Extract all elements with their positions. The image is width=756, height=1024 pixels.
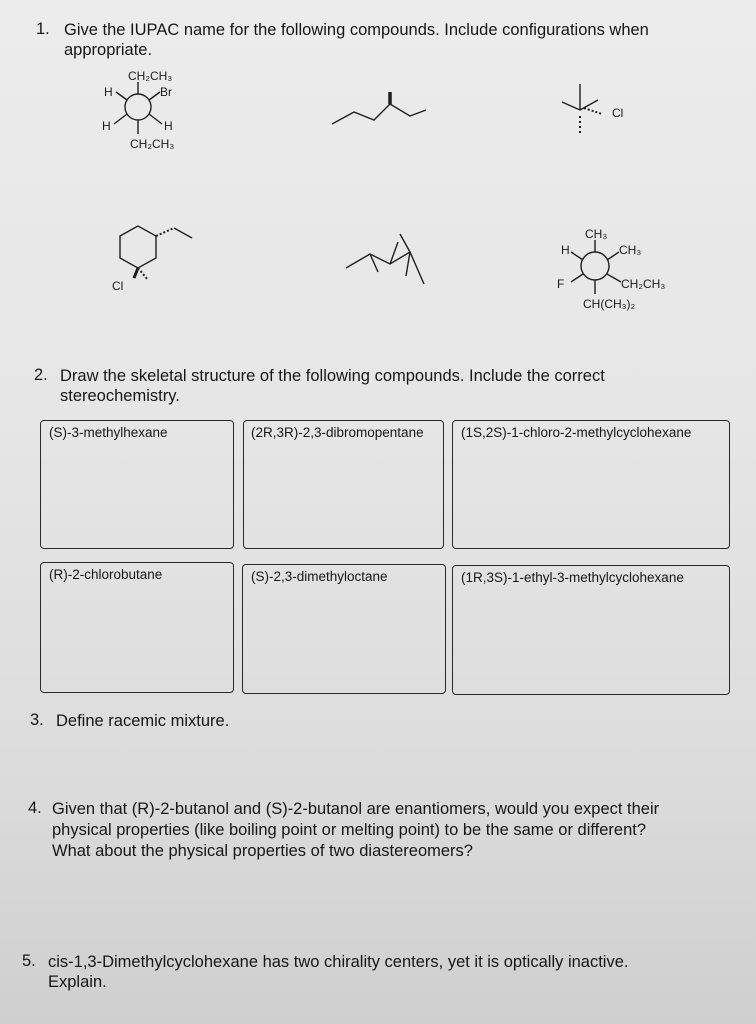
answer-box-5-label: (S)-2,3-dimethyloctane bbox=[251, 569, 388, 584]
q4-line2: physical properties (like boiling point or melting point) to be the same or different? bbox=[52, 821, 647, 839]
q5-line2: Explain. bbox=[48, 973, 107, 991]
cyclohexane-structure bbox=[104, 222, 204, 302]
answer-box-6-label: (1R,3S)-1-ethyl-3-methylcyclohexane bbox=[461, 570, 684, 585]
answer-box-3-label: (1S,2S)-1-chloro-2-methylcyclohexane bbox=[461, 425, 692, 440]
newman1-left-label: H bbox=[104, 85, 113, 99]
answer-box-5[interactable] bbox=[242, 564, 446, 694]
answer-box-1[interactable] bbox=[40, 420, 234, 549]
newman2-bottom-right-label: CH₂CH₃ bbox=[621, 277, 666, 291]
q1-text-line2: appropriate. bbox=[64, 41, 153, 59]
q2-number: 2. bbox=[34, 366, 48, 384]
q2-text-line2: stereochemistry. bbox=[60, 387, 180, 405]
newman-projection-1 bbox=[80, 66, 210, 156]
newman2-left-label: H bbox=[561, 243, 570, 257]
q4-number: 4. bbox=[28, 799, 42, 817]
newman1-bottom-label: CH₂CH₃ bbox=[130, 137, 175, 151]
q5-number: 5. bbox=[22, 952, 36, 970]
skeletal-structure-1 bbox=[330, 90, 430, 130]
q1-text-line1: Give the IUPAC name for the following compounds. Include configurations when bbox=[64, 21, 649, 39]
skeletal-structure-3 bbox=[340, 232, 440, 292]
newman2-bottom-left-label: F bbox=[557, 277, 565, 291]
answer-box-1-label: (S)-3-methylhexane bbox=[49, 425, 168, 440]
q2-text-line1: Draw the skeletal structure of the following compounds. Include the correct bbox=[60, 367, 605, 385]
q5-line1: cis-1,3-Dimethylcyclohexane has two chirality centers, yet it is optically inactive. bbox=[48, 953, 629, 971]
answer-box-4[interactable] bbox=[40, 562, 234, 693]
q4-line3: What about the physical properties of two diastereomers? bbox=[52, 842, 473, 860]
newman1-bottom-left-label: H bbox=[102, 119, 111, 133]
newman1-right-label: Br bbox=[160, 85, 172, 99]
newman-projection-2 bbox=[545, 224, 695, 324]
q3-number: 3. bbox=[30, 711, 44, 729]
answer-box-6[interactable] bbox=[452, 565, 730, 695]
answer-box-4-label: (R)-2-chlorobutane bbox=[49, 567, 163, 582]
newman2-top-label: CH₃ bbox=[585, 227, 608, 241]
q3-text: Define racemic mixture. bbox=[56, 712, 230, 730]
answer-box-2-label: (2R,3R)-2,3-dibromopentane bbox=[251, 425, 424, 440]
q1-number: 1. bbox=[36, 20, 50, 38]
answer-box-2[interactable] bbox=[243, 420, 444, 549]
answer-box-3[interactable] bbox=[452, 420, 730, 549]
cyclo-cl-label: Cl bbox=[112, 279, 124, 293]
wedge-cl-label: Cl bbox=[612, 106, 624, 120]
skeletal-structure-2 bbox=[560, 80, 640, 150]
newman1-top-label: CH₂CH₃ bbox=[128, 69, 173, 83]
newman2-bottom-label: CH(CH₃)₂ bbox=[583, 297, 636, 311]
newman2-right-label: CH₃ bbox=[619, 243, 642, 257]
newman1-bottom-right-label: H bbox=[164, 119, 173, 133]
q4-line1: Given that (R)-2-butanol and (S)-2-butanol are enantiomers, would you expect their bbox=[52, 800, 660, 818]
